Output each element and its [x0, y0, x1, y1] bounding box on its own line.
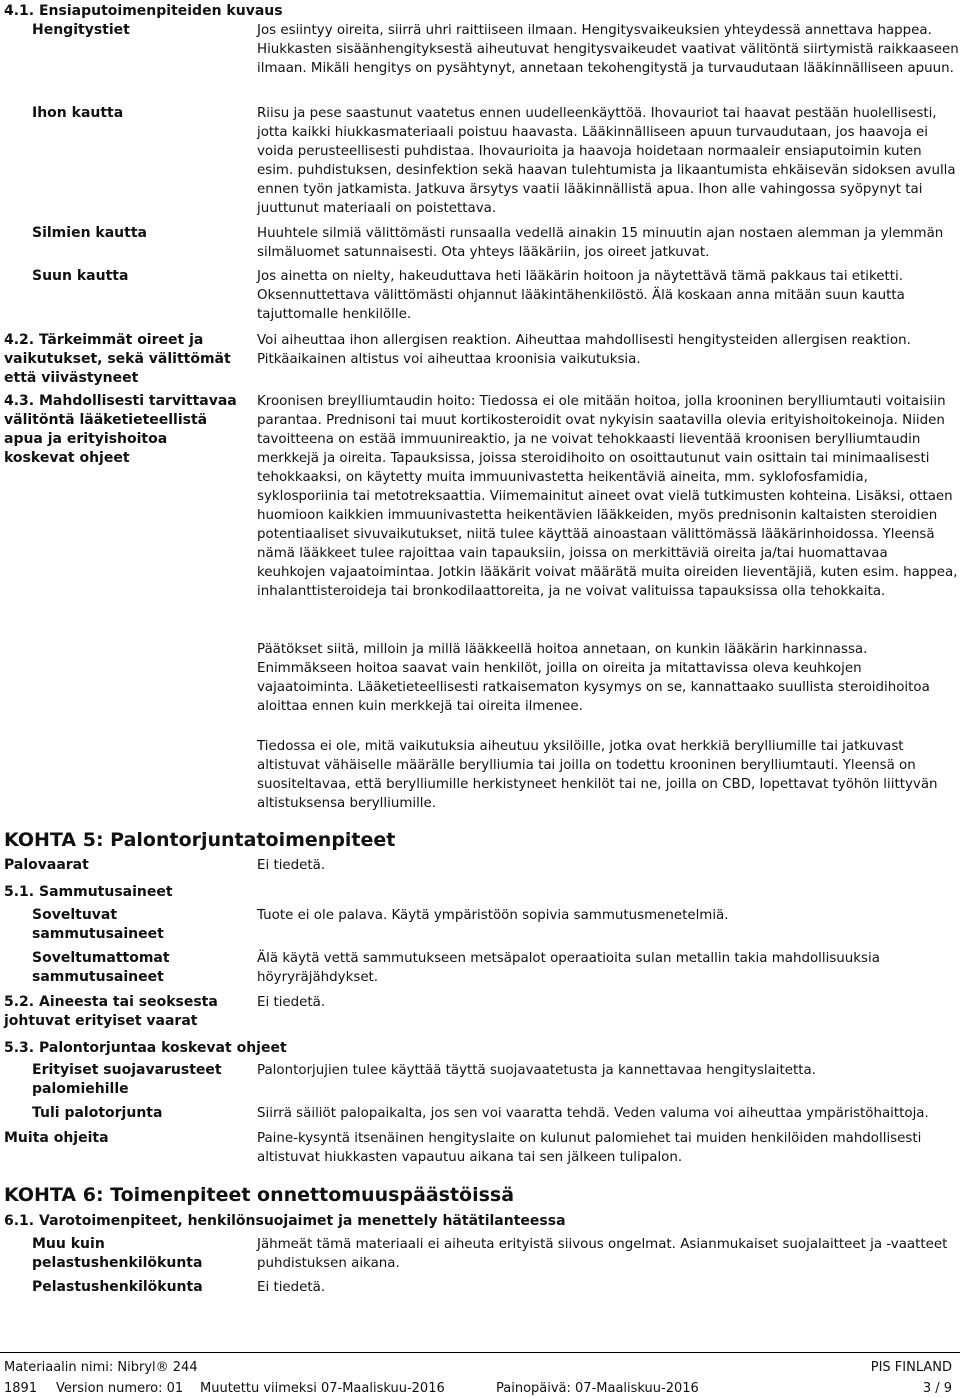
text-hengitystiet: Jos esiintyy oireita, siirrä uhri raittiiseen ilmaan. Hengitysvaikeuksien yhteydessä annettava happea. Hiukkasten sisäänhengityksestä aiheutuvat hengitysvaikeudet vaativat välitöntä siirtymistä raikkaaseen ilmaan. Mikäli hengitys on pysähtynyt, annetaan tekohengitystä ja turvaudutaan lääkinnälliseen apuun. — [257, 23, 959, 76]
text-4-3-p3: Tiedossa ei ole, mitä vaikutuksia aiheutuu yksilöille, jotka ovat herkkiä berylliumille tai jatkuvast altistuvat vähäiselle määrälle berylliumia tai joilla on todettu krooninen berylliumtauti. Yleensä on suositeltavaa, että berylliumille herkistyneet henkilöt tai ne, joilla on CBD, lopettavat työhön liittyvän altistuksensa berylliumille. — [257, 739, 938, 811]
label-pelastushenkilokunta: Pelastushenkilökunta — [32, 1279, 203, 1295]
text-muita-ohjeita: Paine-kysyntä itsenäinen hengityslaite on kulunut palomiehet tai muiden henkilöiden mahdollisesti altistuvat hiukkasten vapautuu aikana tai sen jälkeen tulipalon. — [257, 1131, 922, 1165]
section-4-1-title: 4.1. Ensiaputoimenpiteiden kuvaus — [4, 3, 283, 19]
label-ihon-kautta: Ihon kautta — [32, 105, 124, 121]
label-4-3: 4.3. Mahdollisesti tarvittavaa välitöntä lääketieteellistä apua ja erityishoitoa koskevat ohjeet — [4, 393, 237, 466]
text-4-3-p1: Kroonisen breylliumtaudin hoito: Tiedossa ei ole mitään hoitoa, jolla krooninen berylliumtauti voitaisiin parantaa. Prednisoni tai muut kortikosteroidit ovat nykyisin saatavilla olevia erityishoitokeinoja. Niiden tavoitteena on estää immuunireaktio, ja ne voivat tehokkaasti lieventää kroonisen berylliumtaudin merkkejä ja oireita. Tapauksissa, joissa steroidihoito on osoittautunut vain osittain tai minimaalisesti tehokkaaksi, on käytetty muita immuunivastetta heikentäviä aineita, mm. syklofosfamidia, syklosporiinia tai metotreksaattia. Viimemainitut aineet ovat vielä tutkimusten kohteina. Lisäksi, ottaen huomioon kaikkien immuunivastetta heikentävien lääkkeiden, myös prednisonin kaltaisten steroidien potentiaaliset sivuvaikutukset, niitä tulee käyttää ainoastaan välittömässä lääkärinhoidossa. Yleensä nämä lääkkeet tulee rajoittaa vain tapauksiin, joissa on merkittäviä oireita ja/tai huomattavaa keuhkojen vajaatoimintaa. Jotkin lääkärit voivat määrätä muita oireiden lieventäjiä, kuten esim. happea, inhalanttisteroideja tai bronkodilaattoreita, ja ne voivat valituissa tapauksissa olla tehokkaita. — [257, 394, 958, 599]
section-5-title: KOHTA 5: Palontorjuntatoimenpiteet — [4, 829, 396, 851]
section-6-1-title: 6.1. Varotoimenpiteet, henkilönsuojaimet ja menettely hätätilanteessa — [4, 1213, 566, 1229]
footer-company: PIS FINLAND — [870, 1360, 952, 1375]
footer-divider — [0, 1352, 960, 1353]
text-5-2: Ei tiedetä. — [257, 995, 326, 1010]
text-tuli-palotorjunta: Siirrä säiliöt palopaikalta, jos sen voi vaaratta tehdä. Veden valuma voi aiheuttaa ympäristöhaittoja. — [257, 1106, 929, 1121]
text-muu-kuin-pelastus: Jähmeät tämä materiaali ei aiheuta erityistä siivous ongelmat. Asianmukaiset suojalaitteet ja -vaatteet puhdistuksen aikana. — [257, 1237, 948, 1271]
label-suun-kautta: Suun kautta — [32, 268, 129, 284]
footer-printed: Painopäivä: 07-Maaliskuu-2016 — [496, 1381, 699, 1396]
label-muu-kuin-pelastus: Muu kuin pelastushenkilökunta — [32, 1236, 203, 1271]
label-soveltumattomat: Soveltumattomat sammutusaineet — [32, 950, 170, 985]
label-5-2: 5.2. Aineesta tai seoksesta johtuvat erityiset vaarat — [4, 994, 218, 1029]
text-suun-kautta: Jos ainetta on nielty, hakeuduttava heti lääkärin hoitoon ja näytettävä tämä pakkaus tai etiketti. Oksennuttettava välittömästi ohjannut lääkintähenkilöstö. Älä koskaan anna mitään suun kautta tajuttomalle henkilölle. — [257, 269, 905, 322]
label-muita-ohjeita: Muita ohjeita — [4, 1130, 109, 1146]
text-suojavarusteet: Palontorjujien tulee käyttää täyttä suojavaatetusta ja kannettavaa hengityslaitetta. — [257, 1063, 816, 1078]
section-5-3-title: 5.3. Palontorjuntaa koskevat ohjeet — [4, 1040, 287, 1056]
text-ihon-kautta: Riisu ja pese saastunut vaatetus ennen uudelleenkäyttöä. Ihovauriot tai haavat pestään huolellisesti, jotta kaikki hiukkasmateriaali poistuu haavasta. Lääkinnälliseen apuun turvaudutaan, jos haavoja ei voida perusteellisesti puhdistaa. Ihovaurioita ja haavoja hoidetaan normaaleir ensiaputoimin kuten esim. puhdistuksen, desinfektion sekä haavan tulehtumista ja likaantumista ehkäisevän sidoksen avulla ennen työn jatkamista. Jatkuva ärsytys vaatii lääkinnällistä apua. Ihon alle vahingossa syöpynyt tai juuttunut materiaali on poistettava. — [257, 106, 956, 216]
footer-modified: Muutettu viimeksi 07-Maaliskuu-2016 — [200, 1381, 445, 1396]
label-hengitystiet: Hengitystiet — [32, 22, 130, 38]
label-tuli-palotorjunta: Tuli palotorjunta — [32, 1105, 163, 1121]
footer-version: Version numero: 01 — [56, 1381, 184, 1396]
text-soveltuvat: Tuote ei ole palava. Käytä ympäristöön sopivia sammutusmenetelmiä. — [257, 908, 729, 923]
text-4-3-p2: Päätökset siitä, milloin ja millä lääkkeellä hoitoa annetaan, on kunkin lääkärin harkinnassa. Enimmäkseen hoitoa saavat vain henkilöt, joilla on oireita ja mitattavissa oleva keuhkojen vajaatoiminta. Lääketieteellisesti ratkaisematon kysymys on se, kannattaako suullista steroidihoitoa aloittaa ennen kuin merkkejä tai oireita ilmenee. — [257, 642, 930, 714]
section-5-1-title: 5.1. Sammutusaineet — [4, 884, 173, 900]
text-pelastushenkilokunta: Ei tiedetä. — [257, 1280, 326, 1295]
label-silmien-kautta: Silmien kautta — [32, 225, 147, 241]
footer-page-number: 3 / 9 — [922, 1381, 952, 1396]
label-palovaarat: Palovaarat — [4, 857, 89, 873]
section-6-title: KOHTA 6: Toimenpiteet onnettomuuspäästöissä — [4, 1184, 515, 1206]
text-soveltumattomat: Älä käytä vettä sammutukseen metsäpalot operaatioita sulan metallin takia mahdollisuuksia höyryräjähdykset. — [257, 951, 880, 985]
text-4-2: Voi aiheuttaa ihon allergisen reaktion. Aiheuttaa mahdollisesti hengitysteiden allergisen reaktion. Pitkäaikainen altistus voi aiheuttaa kroonisia vaikutuksia. — [257, 333, 911, 367]
label-4-2: 4.2. Tärkeimmät oireet ja vaikutukset, sekä välittömät että viivästyneet — [4, 332, 231, 386]
text-silmien-kautta: Huuhtele silmiä välittömästi runsaalla vedellä ainakin 15 minuutin ajan nostaen alemman ja ylemmän silmäluomet satunnaisesti. Ota yhteys lääkäriin, jos oireet jatkuvat. — [257, 226, 944, 260]
text-palovaarat: Ei tiedetä. — [257, 858, 326, 873]
footer-material: Materiaalin nimi: Nibryl® 244 — [4, 1360, 198, 1375]
label-suojavarusteet: Erityiset suojavarusteet palomiehille — [32, 1062, 222, 1097]
label-soveltuvat: Soveltuvat sammutusaineet — [32, 907, 164, 942]
footer-id: 1891 — [4, 1381, 38, 1396]
